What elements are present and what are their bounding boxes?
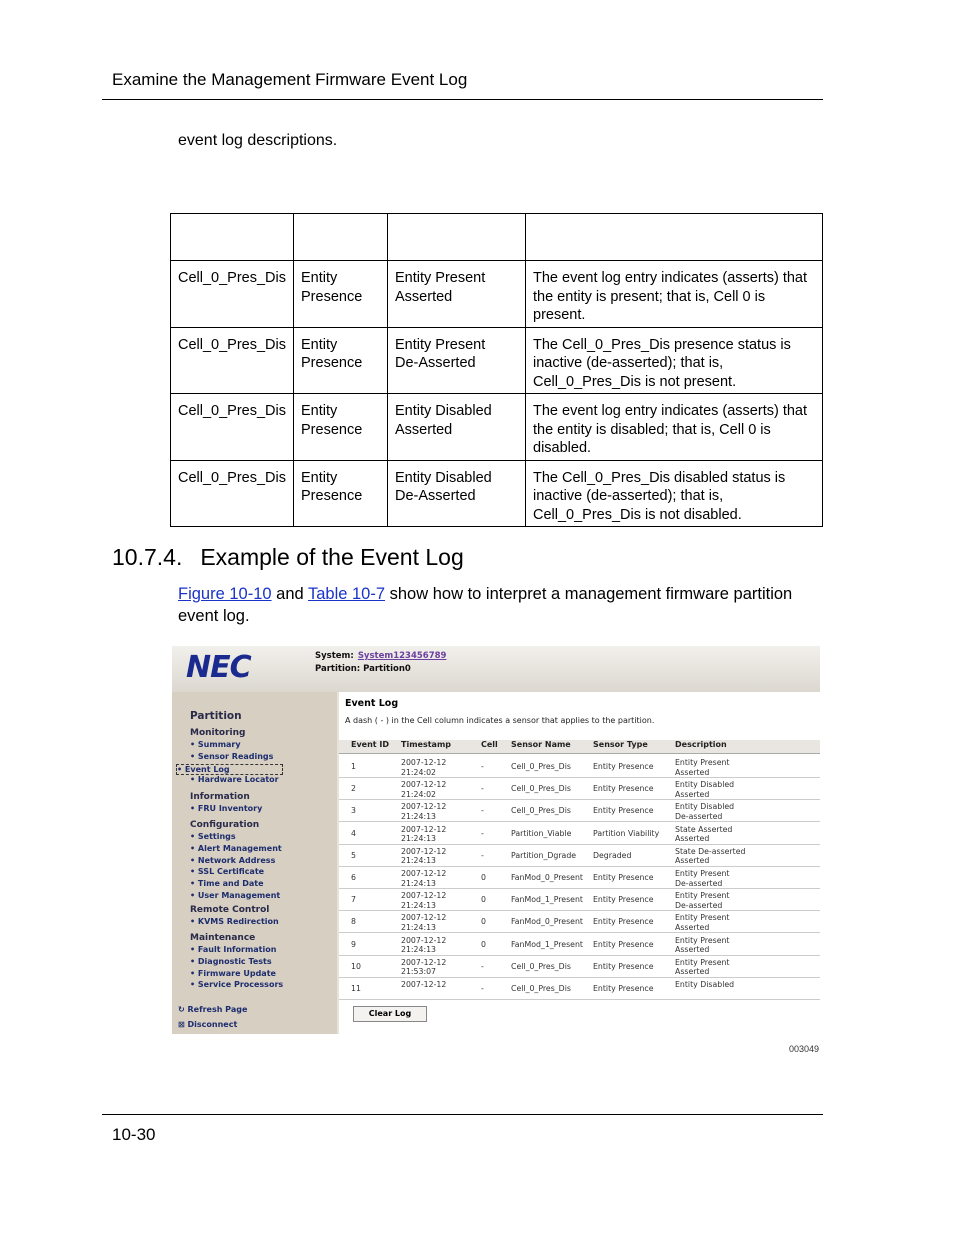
table-cell: Cell_0_Pres_Dis: [171, 460, 294, 527]
sidebar-item[interactable]: [190, 804, 262, 813]
screenshot-header: [172, 646, 820, 692]
event-cell: 2007-12-12 21:53:07: [401, 957, 447, 977]
nav-maintenance: Maintenance: [190, 933, 256, 943]
sidebar-item-label: User Management: [197, 891, 281, 900]
sidebar-item[interactable]: [190, 879, 264, 888]
bullet-icon: •: [190, 879, 198, 889]
event-cell: Entity Present De-asserted: [675, 891, 730, 910]
event-cell: 2007-12-12 21:24:13: [401, 913, 447, 932]
bullet-icon: •: [190, 832, 198, 841]
sidebar-item-label: Hardware Locator: [197, 775, 279, 785]
partition-line: Partition: Partition0: [315, 664, 411, 674]
sidebar-item-label: Network Address: [197, 855, 276, 865]
nav-partition: Partition: [190, 710, 242, 722]
sidebar-item[interactable]: [190, 752, 273, 761]
bullet-icon: •: [190, 751, 198, 761]
event-cell: 2007-12-12 21:24:13: [401, 846, 447, 866]
bullet-icon: •: [190, 980, 198, 990]
screenshot-sidebar: [172, 692, 337, 1034]
table-header-cell: [526, 214, 823, 261]
sidebar-item[interactable]: [190, 844, 282, 853]
table-cell: Cell_0_Pres_Dis: [171, 327, 294, 394]
table-cell: The Cell_0_Pres_Dis disabled status is inactive (de-asserted); that is, Cell_0_Pres_Dis is not disabled.: [526, 460, 823, 527]
header-rule: [102, 99, 823, 100]
event-cell: 2007-12-12 21:24:13: [401, 869, 447, 888]
table-header-cell: [294, 214, 388, 261]
event-cell: 9: [351, 939, 356, 949]
event-cell: State De-asserted Asserted: [675, 846, 746, 866]
event-row: [339, 800, 820, 822]
event-cell: Entity Presence: [593, 784, 654, 794]
event-cell: 3: [351, 806, 356, 816]
table-row: [171, 261, 823, 328]
sidebar-item-label: Fault Information: [197, 945, 277, 954]
sidebar-item[interactable]: [190, 969, 276, 978]
bullet-icon: •: [190, 843, 198, 853]
event-cell: Entity Presence: [593, 917, 654, 927]
event-cell: 5: [351, 850, 356, 860]
disconnect-label: Disconnect: [187, 1020, 238, 1029]
disconnect-link[interactable]: ⊠ Disconnect: [178, 1020, 238, 1029]
event-row: [339, 778, 820, 800]
bullet-icon: •: [190, 775, 198, 785]
sidebar-item[interactable]: [190, 832, 236, 841]
bullet-icon: •: [190, 917, 198, 926]
bullet-icon: •: [190, 945, 198, 954]
event-cell: Entity Present Asserted: [675, 957, 730, 977]
event-cell: Cell_0_Pres_Dis: [511, 762, 571, 771]
event-cell: 8: [351, 917, 356, 927]
table-cell: Entity Disabled De-Asserted: [388, 460, 526, 527]
event-cell: Degraded: [593, 850, 632, 860]
bullet-icon: •: [190, 968, 198, 978]
clear-log-button[interactable]: Clear Log: [353, 1006, 427, 1022]
table-row: [171, 394, 823, 461]
event-cell: Cell_0_Pres_Dis: [511, 961, 571, 971]
nec-logo: NEC: [186, 650, 251, 685]
bullet-icon: •: [190, 740, 198, 749]
sidebar-item[interactable]: [190, 867, 264, 876]
event-cell: 4: [351, 828, 356, 838]
nav-remote-control: Remote Control: [190, 905, 270, 915]
event-cell: 10: [351, 961, 361, 971]
event-cell: 11: [351, 984, 361, 993]
sidebar-item-label: Diagnostic Tests: [197, 956, 272, 966]
sidebar-item-label: KVMS Redirection: [197, 917, 279, 926]
sidebar-item-label: Event Log: [184, 764, 230, 774]
event-log-screenshot: [172, 646, 820, 1034]
event-cell: Partition_Viable: [511, 828, 572, 838]
sensor-description-table: [170, 213, 823, 527]
event-row: [339, 978, 820, 1000]
sidebar-item-label: Summary: [197, 740, 241, 749]
column-header[interactable]: Timestamp: [401, 740, 452, 749]
sidebar-item[interactable]: [190, 856, 275, 865]
column-header[interactable]: Event ID: [351, 740, 390, 749]
event-cell: 2007-12-12 21:24:13: [401, 891, 447, 910]
sidebar-item[interactable]: [190, 945, 276, 954]
table-row: [171, 327, 823, 394]
event-row: [339, 934, 820, 956]
table-cell: Entity Presence: [294, 394, 388, 461]
bullet-icon: •: [177, 764, 185, 774]
event-row: [339, 911, 820, 933]
event-cell: -: [481, 762, 484, 771]
event-cell: 6: [351, 873, 356, 882]
sidebar-item[interactable]: [190, 891, 280, 900]
table-cell: The event log entry indicates (asserts) that the entity is present; that is, Cell 0 is present.: [526, 261, 823, 328]
table-row: [171, 460, 823, 527]
bullet-icon: •: [190, 891, 198, 900]
event-cell: Cell_0_Pres_Dis: [511, 806, 571, 816]
system-label: System:: [315, 651, 354, 661]
table-cell: Entity Present De-Asserted: [388, 327, 526, 394]
column-header[interactable]: Description: [675, 740, 727, 749]
event-cell: Cell_0_Pres_Dis: [511, 984, 571, 993]
section-number: 10.7.4.: [112, 544, 183, 570]
event-cell: FanMod_0_Present: [511, 873, 583, 882]
event-cell: 2007-12-12: [401, 980, 447, 989]
event-cell: 2: [351, 784, 356, 794]
table-header-cell: [171, 214, 294, 261]
section-body: [178, 583, 818, 627]
event-cell: FanMod_0_Present: [511, 917, 583, 927]
event-cell: Entity Presence: [593, 873, 654, 882]
column-header[interactable]: Cell: [481, 740, 498, 749]
event-cell: Entity Disabled De-asserted: [675, 802, 735, 821]
sidebar-item-label: Settings: [197, 832, 236, 841]
event-cell: Partition Viability: [593, 828, 660, 838]
table-cell: Entity Disabled Asserted: [388, 394, 526, 461]
event-cell: Entity Presence: [593, 806, 654, 816]
system-name-link[interactable]: System123456789: [357, 651, 447, 661]
intro-text: event log descriptions.: [178, 132, 338, 149]
bullet-icon: •: [190, 867, 198, 877]
event-cell: 0: [481, 895, 486, 905]
table-cell: The event log entry indicates (asserts) that the entity is disabled; that is, Cell 0 is disabled.: [526, 394, 823, 461]
table-cell: Entity Presence: [294, 460, 388, 527]
column-header[interactable]: Sensor Type: [593, 740, 648, 749]
event-row: [339, 756, 820, 778]
system-line: [315, 651, 446, 661]
nav-configuration: Configuration: [190, 820, 260, 830]
event-cell: 2007-12-12 21:24:02: [401, 780, 447, 799]
event-cell: Entity Present De-asserted: [675, 869, 730, 888]
event-log-panel: [339, 692, 820, 1034]
event-cell: -: [481, 984, 484, 993]
event-cell: 0: [481, 873, 486, 882]
sidebar-item-label: Service Processors: [197, 980, 284, 990]
section-heading: [112, 544, 464, 571]
sidebar-item-label: SSL Certificate: [197, 867, 265, 877]
sidebar-item[interactable]: [190, 917, 279, 926]
event-cell: Entity Presence: [593, 961, 654, 971]
table-header-cell: [388, 214, 526, 261]
event-cell: Entity Present Asserted: [675, 913, 730, 932]
event-row: [339, 889, 820, 911]
page-number: 10-30: [112, 1125, 156, 1144]
nav-monitoring: Monitoring: [190, 728, 246, 738]
column-header[interactable]: Sensor Name: [511, 740, 571, 749]
event-cell: Entity Presence: [593, 762, 654, 771]
event-row: [339, 867, 820, 889]
event-cell: -: [481, 784, 484, 794]
table-cell: Entity Presence: [294, 261, 388, 328]
sidebar-item-label: Alert Management: [197, 843, 282, 853]
event-cell: Entity Disabled: [675, 980, 735, 989]
event-cell: Entity Presence: [593, 895, 654, 905]
sidebar-item[interactable]: [190, 740, 241, 749]
section-title: Example of the Event Log: [200, 544, 464, 570]
figure-link[interactable]: Figure 10-10: [178, 585, 272, 603]
bullet-icon: •: [190, 956, 198, 966]
table-cell: Entity Presence: [294, 327, 388, 394]
footer-rule: [102, 1114, 823, 1115]
figure-code: 003049: [789, 1044, 820, 1054]
table-header-row: [171, 214, 823, 261]
event-cell: FanMod_1_Present: [511, 939, 583, 949]
bullet-icon: •: [190, 855, 198, 865]
sidebar-item[interactable]: [190, 957, 272, 966]
event-cell: 1: [351, 762, 356, 771]
table-cell: Entity Present Asserted: [388, 261, 526, 328]
event-cell: 2007-12-12 21:24:13: [401, 935, 447, 955]
event-cell: -: [481, 806, 484, 816]
event-cell: Partition_Dgrade: [511, 850, 577, 860]
event-cell: Entity Disabled Asserted: [675, 780, 735, 799]
event-row: [339, 845, 820, 867]
running-header: Examine the Management Firmware Event Log: [112, 70, 468, 89]
sidebar-item[interactable]: [190, 775, 279, 784]
event-cell: 0: [481, 917, 486, 927]
event-cell: -: [481, 828, 484, 838]
nav-information: Information: [190, 792, 250, 802]
event-log-title: Event Log: [345, 698, 399, 709]
event-cell: Entity Present Asserted: [675, 935, 730, 955]
event-cell: 7: [351, 895, 356, 905]
sidebar-item[interactable]: [176, 764, 283, 775]
event-cell: State Asserted Asserted: [675, 824, 733, 844]
event-cell: Entity Presence: [593, 939, 654, 949]
refresh-page-link[interactable]: ↻ Refresh Page: [178, 1005, 248, 1014]
sidebar-item-label: Time and Date: [197, 879, 264, 889]
event-cell: 0: [481, 939, 486, 949]
event-cell: -: [481, 961, 484, 971]
sidebar-item-label: Sensor Readings: [197, 751, 274, 761]
body-rest: show how to interpret a management firmware partition event log.: [178, 585, 793, 625]
table-cell: Cell_0_Pres_Dis: [171, 394, 294, 461]
event-cell: -: [481, 850, 484, 860]
table-link[interactable]: Table 10-7: [307, 585, 386, 603]
event-log-note: A dash ( - ) in the Cell column indicates a sensor that applies to the partition.: [345, 716, 655, 725]
and-text: and: [271, 585, 308, 603]
table-cell: Cell_0_Pres_Dis: [171, 261, 294, 328]
event-row: [339, 823, 820, 845]
sidebar-item-label: Firmware Update: [197, 968, 276, 978]
event-row: [339, 956, 820, 978]
event-cell: Entity Presence: [593, 984, 654, 993]
event-cell: Entity Present Asserted: [675, 758, 730, 777]
sidebar-item[interactable]: [190, 980, 283, 989]
event-cell: 2007-12-12 21:24:13: [401, 802, 447, 821]
event-cell: FanMod_1_Present: [511, 895, 583, 905]
bullet-icon: •: [190, 804, 198, 813]
event-cell: 2007-12-12 21:24:02: [401, 758, 447, 777]
event-cell: Cell_0_Pres_Dis: [511, 784, 571, 794]
table-cell: The Cell_0_Pres_Dis presence status is inactive (de-asserted); that is, Cell_0_Pres_Dis is not present.: [526, 327, 823, 394]
event-cell: 2007-12-12 21:24:13: [401, 824, 447, 844]
refresh-label: Refresh Page: [187, 1005, 248, 1014]
sidebar-item-label: FRU Inventory: [197, 804, 263, 813]
